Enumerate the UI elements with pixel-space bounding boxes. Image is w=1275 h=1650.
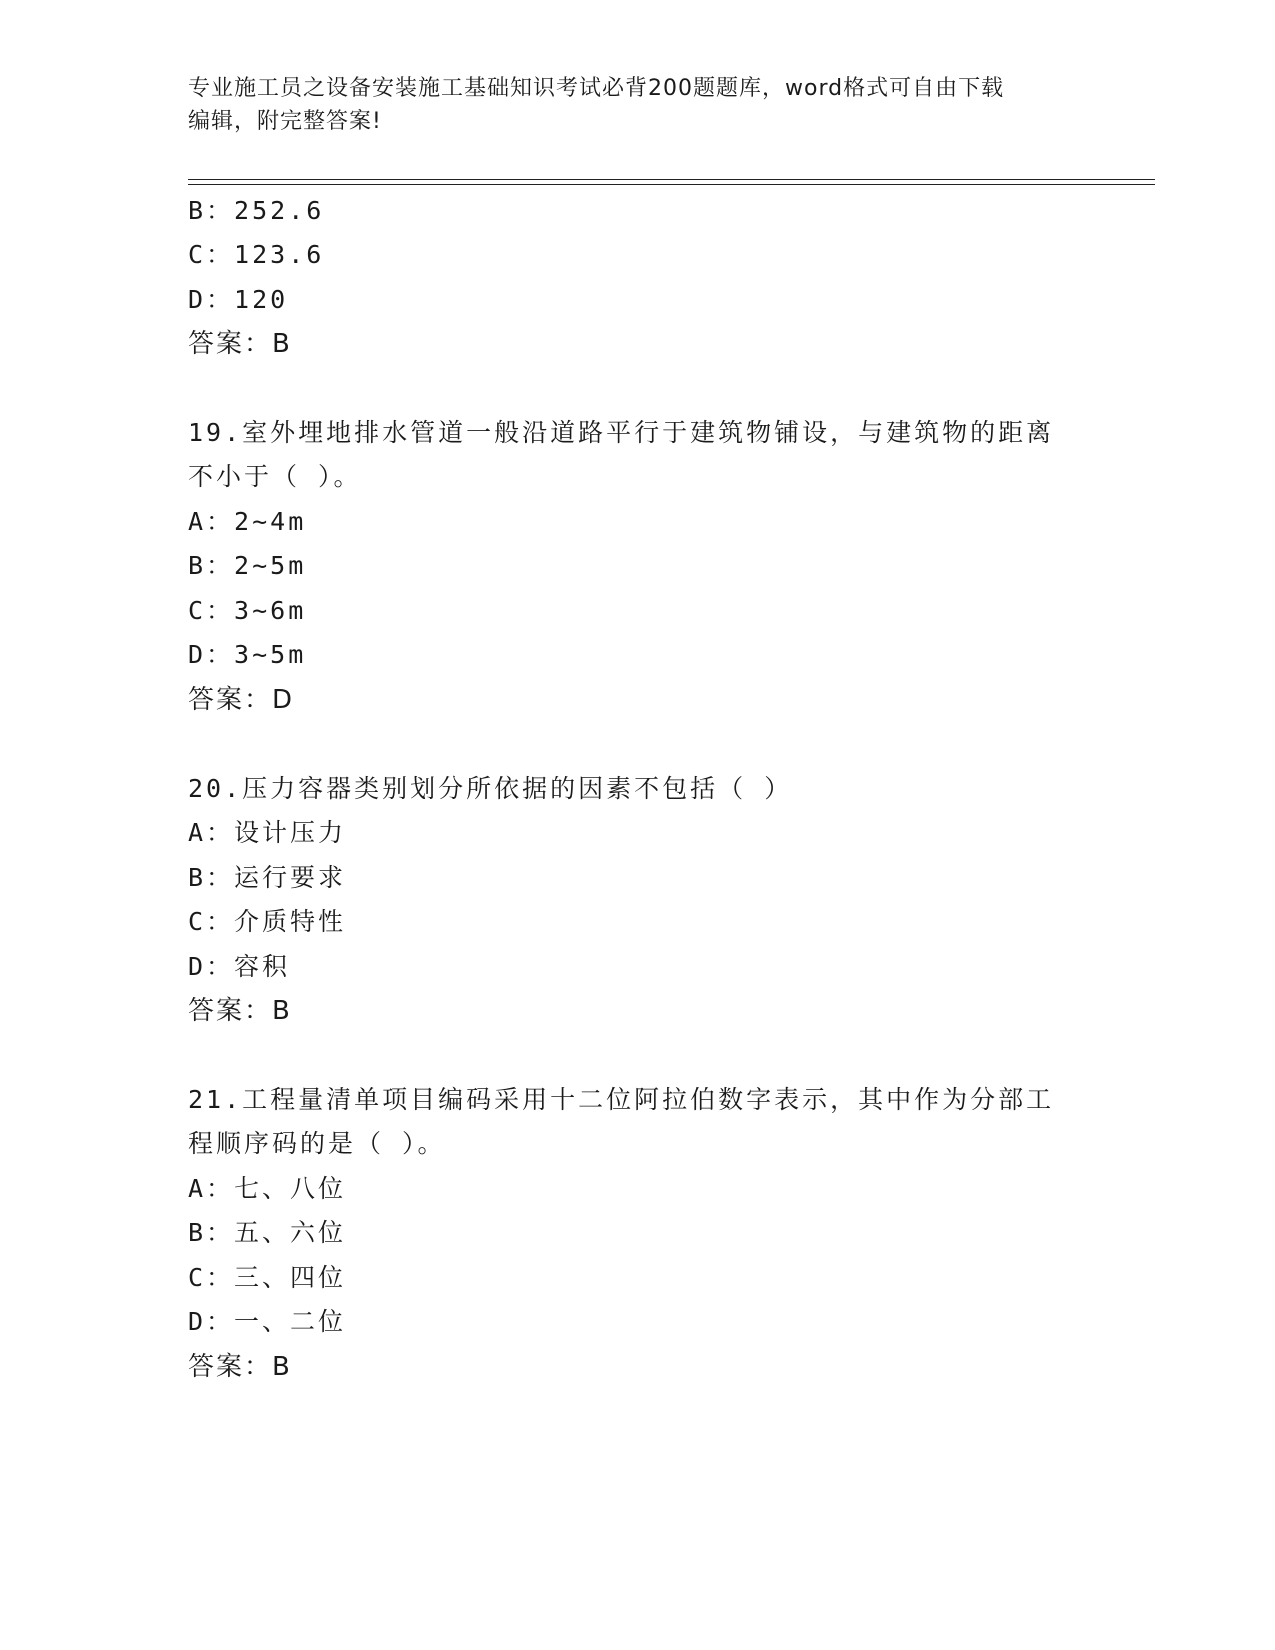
question-21-stem-line-2: 程顺序码的是（ ）。 — [188, 1129, 446, 1158]
question-18-answer: 答案：B — [188, 329, 292, 359]
question-21-option-a: A：七、八位 — [188, 1174, 347, 1203]
question-21-stem-line-1: 21.工程量清单项目编码采用十二位阿拉伯数字表示，其中作为分部工 — [188, 1085, 1055, 1114]
header-line-2: 编辑，附完整答案! — [188, 109, 382, 134]
question-19-option-d: D：3~5m — [188, 640, 307, 669]
question-19-option-a: A：2~4m — [188, 507, 307, 536]
header-line-1: 专业施工员之设备安装施工基础知识考试必背200题题库，word格式可自由下载 — [188, 76, 1005, 101]
question-18-option-c: C：123.6 — [188, 240, 325, 269]
question-21-option-b: B：五、六位 — [188, 1218, 347, 1247]
question-21-option-c: C：三、四位 — [188, 1263, 347, 1292]
question-20-option-b: B：运行要求 — [188, 863, 347, 892]
question-19-option-b: B：2~5m — [188, 551, 307, 580]
question-18-option-b: B：252.6 — [188, 196, 325, 225]
header-divider-top — [188, 179, 1155, 180]
question-19-stem-line-1: 19.室外埋地排水管道一般沿道路平行于建筑物铺设，与建筑物的距离 — [188, 418, 1055, 447]
question-20-option-a: A：设计压力 — [188, 818, 347, 847]
question-20-answer: 答案：B — [188, 996, 292, 1026]
question-21-option-d: D：一、二位 — [188, 1307, 347, 1336]
header-divider-bottom — [188, 184, 1155, 185]
question-19-stem-line-2: 不小于（ ）。 — [188, 462, 362, 491]
question-20-option-d: D：容积 — [188, 952, 291, 981]
question-20-option-c: C：介质特性 — [188, 907, 347, 936]
document-header — [188, 72, 1088, 138]
question-18-option-d: D：120 — [188, 285, 289, 314]
question-20-stem-line-1: 20.压力容器类别划分所依据的因素不包括（ ） — [188, 774, 793, 803]
question-19-option-c: C：3~6m — [188, 596, 307, 625]
question-19-answer: 答案：D — [188, 685, 295, 715]
question-21-answer: 答案：B — [188, 1352, 292, 1382]
